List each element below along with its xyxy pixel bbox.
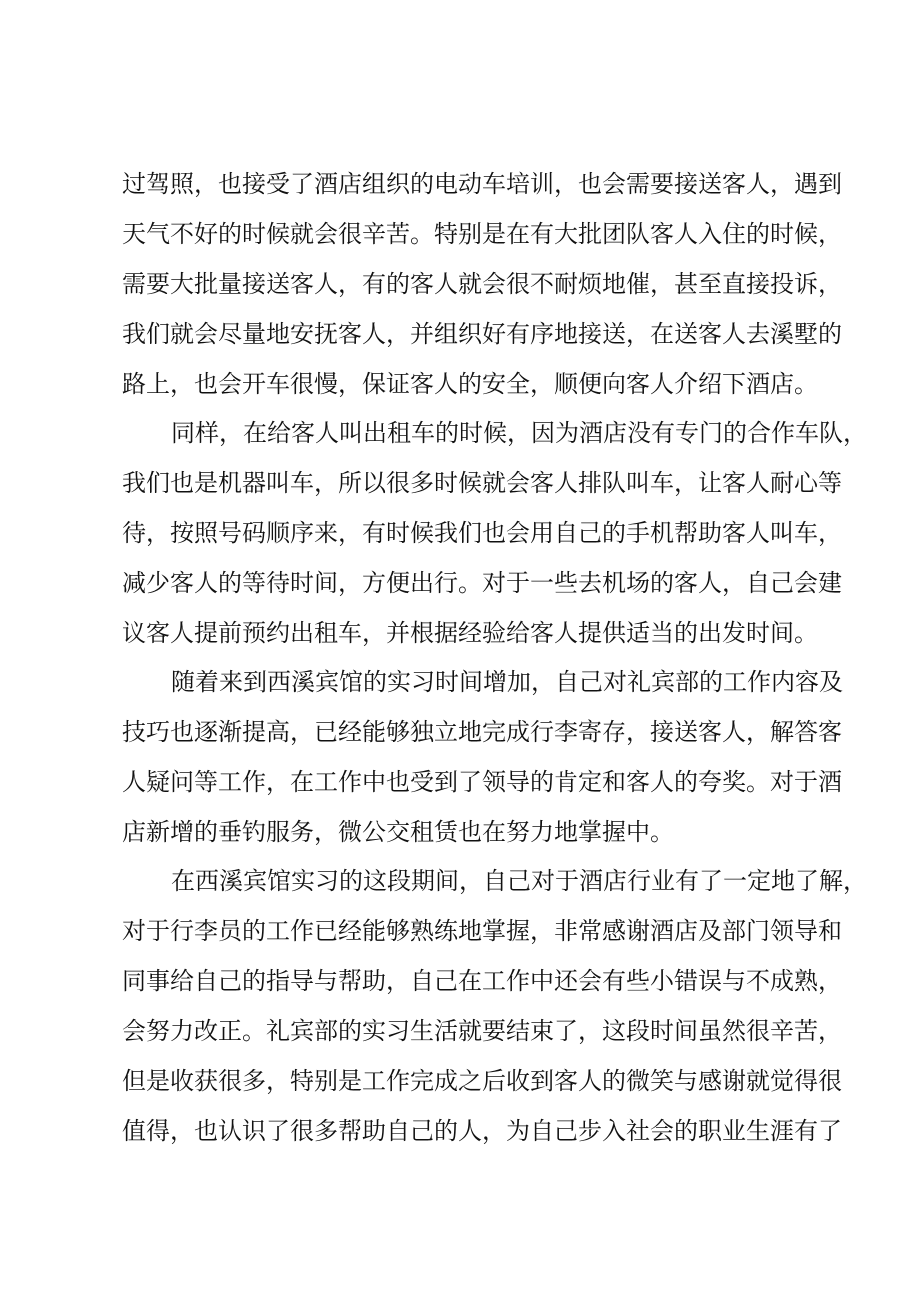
text-line: 议客人提前预约出租车，并根据经验给客人提供适当的出发时间。: [122, 619, 818, 647]
text-line: 同样，在给客人叫出租车的时候，因为酒店没有专门的合作车队，: [171, 419, 867, 447]
text-line: 同事给自己的指导与帮助，自己在工作中还会有些小错误与不成熟，: [122, 967, 842, 995]
text-line: 人疑问等工作，在工作中也受到了领导的肯定和客人的夸奖。对于酒: [122, 768, 842, 796]
text-line: 但是收获很多，特别是工作完成之后收到客人的微笑与感谢就觉得很: [122, 1067, 842, 1095]
text-line: 需要大批量接送客人，有的客人就会很不耐烦地催，甚至直接投诉，: [122, 270, 842, 298]
text-line: 天气不好的时候就会很辛苦。特别是在有大批团队客人入住的时候，: [122, 220, 842, 248]
text-line: 我们就会尽量地安抚客人，并组织好有序地接送，在送客人去溪墅的: [122, 320, 842, 348]
text-line: 过驾照，也接受了酒店组织的电动车培训，也会需要接送客人，遇到: [122, 170, 842, 198]
text-line: 技巧也逐渐提高，已经能够独立地完成行李寄存，接送客人，解答客: [122, 718, 842, 746]
text-line: 在西溪宾馆实习的这段期间，自己对于酒店行业有了一定地了解，: [171, 867, 867, 895]
text-line: 店新增的垂钓服务，微公交租赁也在努力地掌握中。: [122, 818, 674, 846]
text-line: 减少客人的等待时间，方便出行。对于一些去机场的客人，自己会建: [122, 569, 842, 597]
text-line: 会努力改正。礼宾部的实习生活就要结束了，这段时间虽然很辛苦，: [122, 1017, 842, 1045]
text-line: 路上，也会开车很慢，保证客人的安全，顺便向客人介绍下酒店。: [122, 370, 818, 398]
text-line: 待，按照号码顺序来，有时候我们也会用自己的手机帮助客人叫车，: [122, 519, 842, 547]
text-line: 对于行李员的工作已经能够熟练地掌握，非常感谢酒店及部门领导和: [122, 917, 842, 945]
text-line: 随着来到西溪宾馆的实习时间增加，自己对礼宾部的工作内容及: [171, 668, 843, 696]
text-line: 值得，也认识了很多帮助自己的人，为自己步入社会的职业生涯有了: [122, 1117, 842, 1145]
text-line: 我们也是机器叫车，所以很多时候就会客人排队叫车，让客人耐心等: [122, 469, 842, 497]
